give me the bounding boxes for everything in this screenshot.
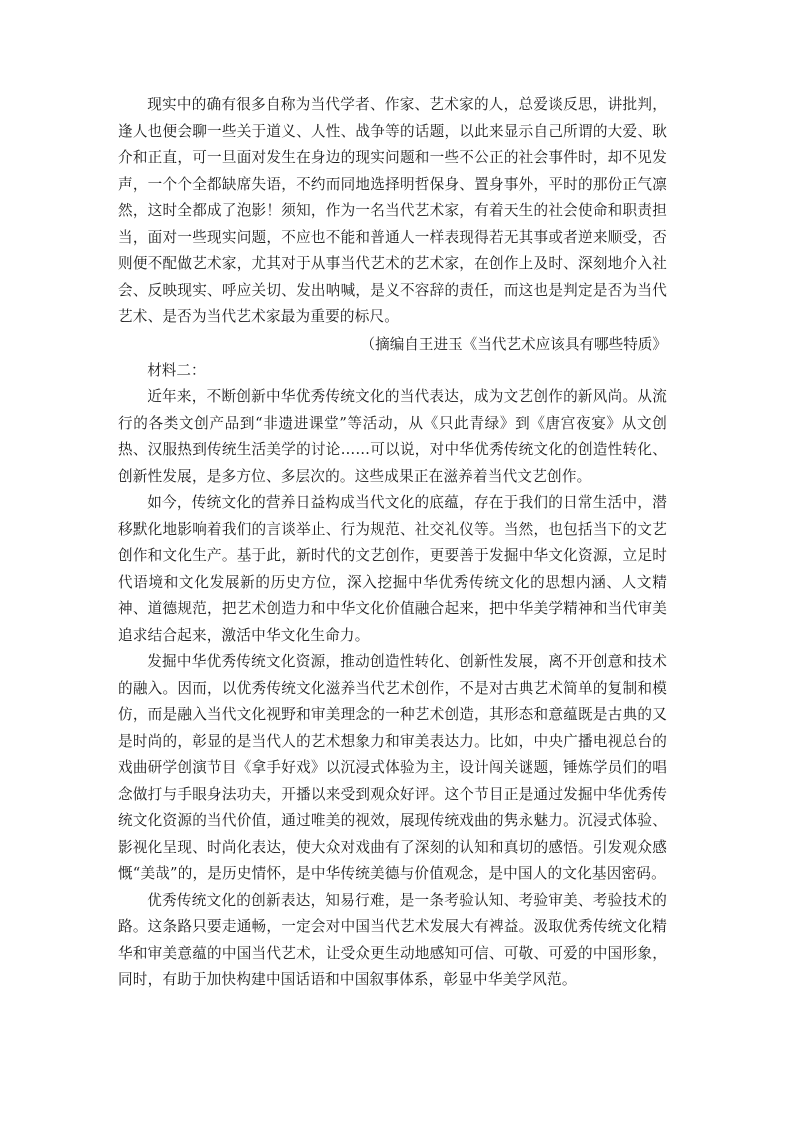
body-paragraph: 如今，传统文化的营养日益构成当代文化的底蕴，存在于我们的日常生活中，潜移默化地影响着我们的言谈举止、行为规范、社交礼仪等。当然，也包括当下的文艺创作和文化生产。基于此，新时代的文艺创作，更要善于发掘中华文化资源，立足时代语境和文化发展新的历史方位，深入挖掘中华优秀传统文化的思想内涵、人文精神、道德规范，把艺术创造力和中华文化价值融合起来，把中华美学精神和当代审美追求结合起来，激活中华文化生命力。 [118,494,667,644]
body-paragraph-intro: 现实中的确有很多自称为当代学者、作家、艺术家的人，总爱谈反思，讲批判，逢人也便会聊一些关于道义、人性、战争等的话题，以此来显示自己所谓的大爱、耿介和正直，可一旦面对发生在身边的现实问题和一些不公正的社会事件时，却不见发声，一个个全都缺席失语，不约而同地选择明哲保身、置身事外，平时的那份正气凛然，这时全都成了泡影！须知，作为一名当代艺术家，有着天生的社会使命和职责担当，面对一些现实问题，不应也不能和普通人一样表现得若无其事或者逆来顺受，否则便不配做艺术家，尤其对于从事当代艺术的艺术家，在创作上及时、深刻地介入社会、反映现实、呼应关切、发出呐喊，是义不容辞的责任，而这也是判定是否为当代艺术、是否为当代艺术家最为重要的标尺。 [118,96,667,325]
body-paragraph: 优秀传统文化的创新表达，知易行难，是一条考验认知、考验审美、考验技术的路。这条路只要走通畅，一定会对中国当代艺术发展大有裨益。汲取优秀传统文化精华和审美意蕴的中国当代艺术，让受众更生动地感知可信、可敬、可爱的中国形象，同时，有助于加快构建中国话语和中国叙事体系，彰显中华美学风范。 [118,891,667,988]
section-heading: 材料二： [147,361,206,379]
body-paragraph: 近年来，不断创新中华优秀传统文化的当代表达，成为文艺创作的新风尚。从流行的各类文创产品到“非遗进课堂”等活动，从《只此青绿》到《唐宫夜宴》从文创热、汉服热到传统生活美学的讨论……可以说，对中华优秀传统文化的创造性转化、创新性发展，是多方位、多层次的。这些成果正在滋养着当代文艺创作。 [118,388,667,485]
body-paragraph: 发掘中华优秀传统文化资源，推动创造性转化、创新性发展，离不开创意和技术的融入。因而，以优秀传统文化滋养当代艺术创作，不是对古典艺术简单的复制和模仿，而是融入当代文化视野和审美理念的一种艺术创造，其形态和意蕴既是古典的又是时尚的，彰显的是当代人的艺术想象力和审美表达力。比如，中央广播电视总台的戏曲研学创演节目《拿手好戏》以沉浸式体验为主，设计闯关谜题，锤炼学员们的唱念做打与手眼身法功夫，开播以来受到观众好评。这个节目正是通过发掘中华优秀传统文化资源的当代价值，通过唯美的视效，展现传统戏曲的隽永魅力。沉浸式体验、影视化呈现、时尚化表达，使大众对戏曲有了深刻的认知和真切的感悟。引发观众感慨“美哉”的，是历史情怀，是中华传统美德与价值观念，是中国人的文化基因密码。 [118,653,667,882]
document-page [118,92,667,994]
source-citation: （摘编自王进玉《当代艺术应该具有哪些特质》 [360,335,667,353]
